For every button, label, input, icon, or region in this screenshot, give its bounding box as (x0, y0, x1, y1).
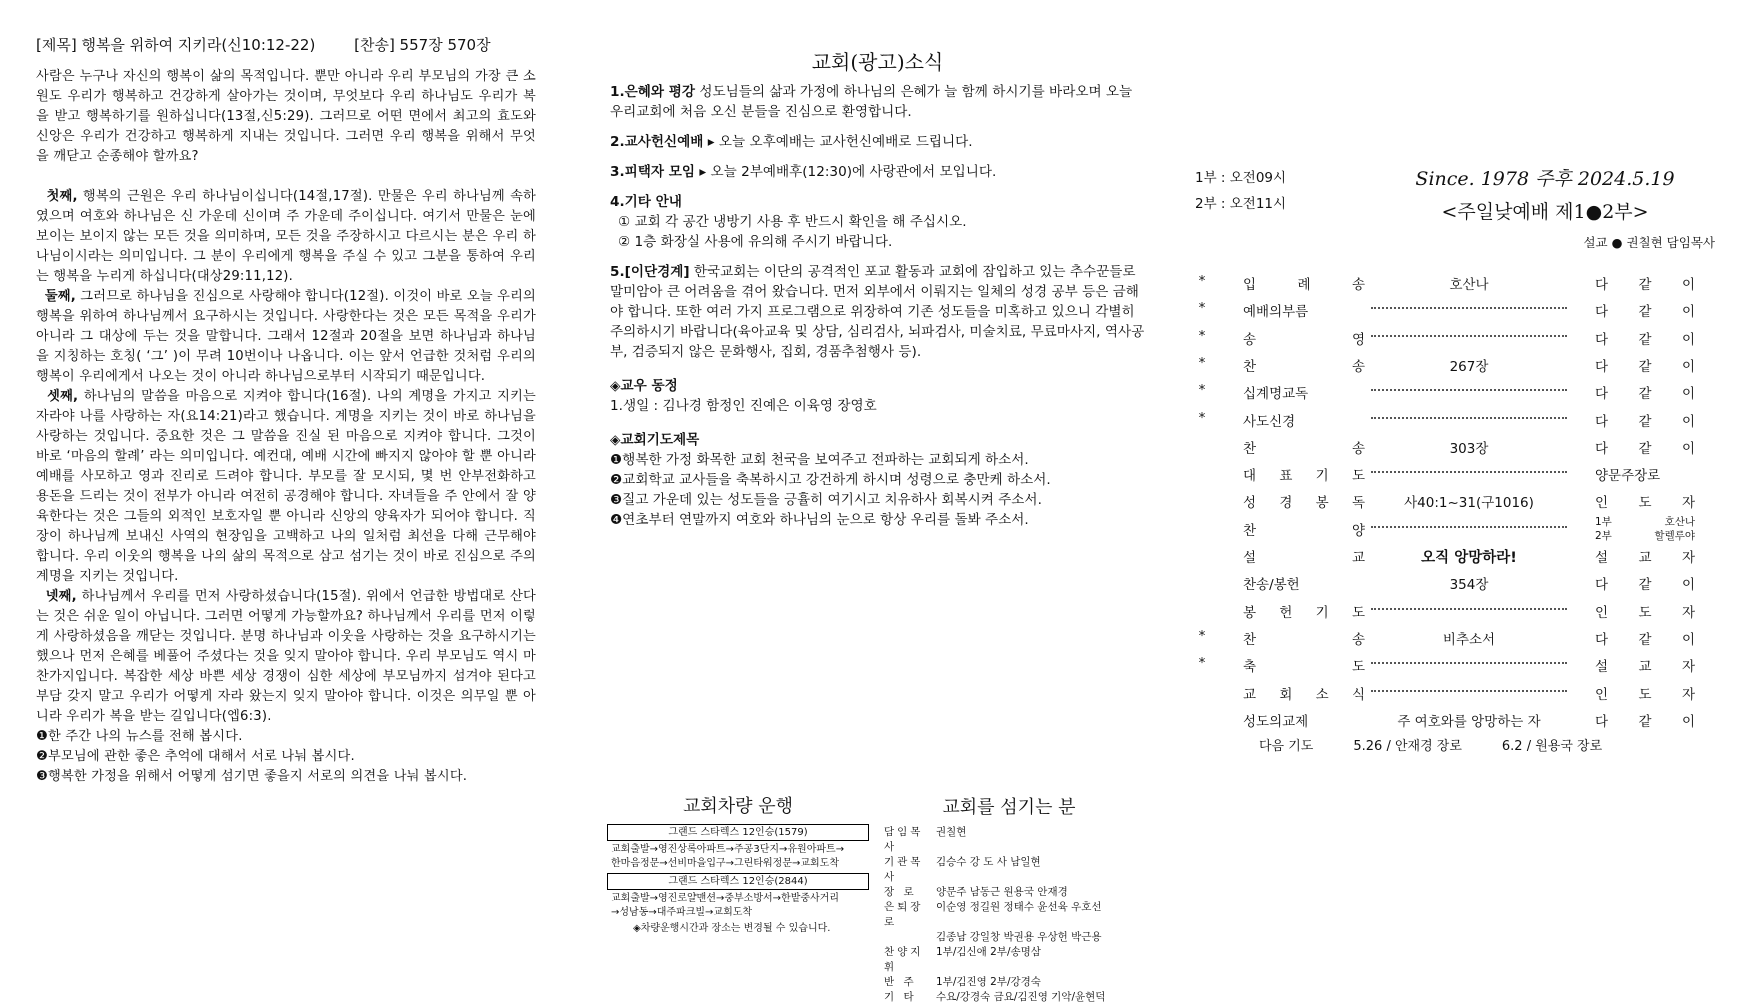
order-item-leader: 다 같 이 (1595, 440, 1695, 457)
server-row: 담임목사 권칠현 (884, 826, 967, 853)
order-item-leader: 인 도 자 (1595, 604, 1695, 621)
prayer-topic: ❹연초부터 연말까지 여호와 하나님의 눈으로 항상 우리를 돌봐 주소서. (610, 512, 1029, 528)
sermon-paragraph: 첫째, 행복의 근원은 우리 하나님이십니다(14절,17절). 만물은 우리 하나님께 속하였으며 여호와 하나님은 신 가운데 신이며 주 가운데 주이십니다. 여기서 만물은 눈에 보이는 보이지 않는 모든 것을 의미하며, 모든 것을 주장하시고 다르시는 분은 우리 하나님이시라는 의미입니다. 그 분이 우리에게 행복을 주실 수 있고 그분을 통하여 우리는 행복을 누리게 하십니다(대상29:11,12). (36, 189, 536, 284)
server-row: 찬양지휘 1부/김신애 2부/송명삼 (884, 946, 1041, 973)
prayer-topics-title: ◈교회기도제목 (610, 432, 700, 448)
news-item: 3.피택자 모임 ▸ 오늘 2부예배후(12:30)에 사랑관에서 모입니다. (610, 164, 997, 180)
order-item-leader: 설 교 자 (1595, 659, 1695, 676)
discussion-question: ❷부모님에 관한 좋은 추억에 대해서 서로 나눠 봅시다. (36, 749, 355, 764)
discussion-question: ❶한 주간 나의 뉴스를 전해 봅시다. (36, 729, 243, 744)
dotted-leader (1371, 661, 1567, 664)
worship-order-row (1195, 655, 1715, 685)
order-item-leader: 인 도 자 (1595, 495, 1695, 512)
order-item-name: 성 경 봉 독 (1243, 495, 1365, 512)
order-item-content: 오직 앙망하라! (1421, 550, 1517, 566)
preacher: 설교 ● 권칠현 담임목사 (1583, 235, 1715, 250)
worship-order-row (1195, 273, 1715, 303)
members-news-text: 1.생일 : 김나경 함정인 진예은 이육영 장영호 (610, 398, 877, 414)
order-item-name: 입 례 송 (1243, 277, 1365, 293)
discussion-question: ❸행복한 가정을 위해서 어떻게 섬기면 좋을지 서로의 의견을 나눠 봅시다. (36, 769, 468, 784)
order-item-leader: 다 같 이 (1595, 358, 1695, 375)
order-item-name: 대 표 기 도 (1243, 468, 1365, 485)
standing-mark: * (1198, 409, 1206, 426)
order-item-content: 비추소서 (1442, 631, 1496, 648)
service-title: <주일낮예배 제1●2부> (1441, 201, 1649, 223)
servers-title: 교회를 섬기는 분 (942, 797, 1076, 818)
church-news-section (610, 52, 1145, 530)
worship-order-row (1195, 437, 1715, 467)
order-item-name: 십계명교독 (1243, 386, 1309, 403)
server-row: 반 주 1부/김진영 2부/강경숙 (884, 976, 1041, 988)
worship-order-row (1195, 515, 1715, 549)
order-item-name: 성도의교제 (1243, 713, 1309, 730)
since-date: Since. 1978 주후 2024.5.19 (1415, 168, 1675, 190)
order-item-leader: 다 같 이 (1595, 386, 1695, 403)
service-times: 1부 : 오전09시 2부 : 오전11시 (1195, 170, 1287, 212)
order-item-name: 교 회 소 식 (1243, 686, 1365, 703)
order-item-content: 사40:1~31(구1016) (1404, 495, 1534, 512)
order-item-leader: 설 교 자 (1595, 550, 1695, 566)
order-item-leader: 인 도 자 (1595, 686, 1695, 703)
standing-mark: * (1198, 273, 1206, 289)
order-item-leader: 다 같 이 (1595, 304, 1695, 321)
order-item-leader: 양문주장로 (1595, 468, 1661, 485)
news-item: 2.교사헌신예배 ▸ 오늘 오후예배는 교사헌신예배로 드립니다. (610, 134, 973, 150)
worship-order-row (1195, 683, 1715, 713)
standing-mark: * (1198, 627, 1206, 644)
server-row: 은퇴장로 이순영 정길원 정태수 윤선육 우호선 (884, 901, 1102, 928)
bus-title: 그랜드 스타렉스 12인승(2844) (607, 873, 869, 890)
next-prayer: 다음 기도 5.26 / 안재경 장로 6.2 / 원용국 장로 (1259, 739, 1603, 754)
order-item-leader: 다 같 이 (1595, 277, 1695, 293)
order-item-content: 354장 (1449, 577, 1489, 594)
news-item-etc: 4.기타 안내 ① 교회 각 공간 냉방기 사용 후 반드시 확인을 해 주십시오. ② 1층 화장실 사용에 유의해 주시기 바랍니다. (610, 194, 967, 250)
prayer-topic: ❸질고 가운데 있는 성도들을 긍휼히 여기시고 치유하사 회복시켜 주소서. (610, 492, 1042, 508)
news-title: 교회(광고)소식 (811, 50, 944, 74)
sermon-paragraph: 넷째, 하나님께서 우리를 먼저 사랑하셨습니다(15절). 위에서 언급한 방법대로 산다는 것은 쉬운 일이 아닙니다. 그러면 어떻게 가능할까요? 하나님께서 우리를 먼저 이렇게 사랑하셨음을 깨닫는 것입니다. 분명 하나님과 이웃을 사랑하는 것을 요구하시기는 했으나 먼저 은혜를 베풀어 주셨다는 것을 잊지 말아야 합니다. 우리 부모님도 역시 마찬가지입니다. 복잡한 세상 바쁜 세상 경쟁이 심한 세상에 부모님까지 섬겨야 된다고 부담 갖지 말고 우리가 어떻게 자라 왔는지 잊지 말아야 합니다. 이것은 의무일 뿐 아니라 우리가 복을 받는 길입니다(엡6:3). (36, 589, 536, 724)
order-item-name: 봉 헌 기 도 (1243, 604, 1365, 621)
bus-title: 그랜드 스타렉스 12인승(1579) (607, 824, 869, 841)
server-row: 장 로 양문주 남동근 원용국 안재경 (884, 886, 1068, 898)
sermon-section (36, 34, 536, 787)
sermon-title: [제목] 행복을 위하여 지키라(신10:12-22) (36, 36, 316, 54)
dotted-leader (1371, 525, 1567, 528)
order-item-name: 설 교 (1243, 550, 1365, 566)
vehicle-title: 교회차량 운행 (682, 796, 794, 817)
order-item-name: 송 영 (1243, 331, 1365, 348)
sermon-hymns: [찬송] 557장 570장 (354, 36, 491, 54)
standing-mark: * (1198, 327, 1206, 344)
order-item-name: 사도신경 (1243, 413, 1296, 430)
dotted-leader (1371, 470, 1567, 473)
worship-order-row (1195, 328, 1715, 358)
members-news-title: ◈교우 동정 (610, 378, 678, 394)
bus-route: →성남동→대주파크빌→교회도착 (611, 907, 753, 918)
dotted-leader (1371, 388, 1567, 391)
worship-order-row (1195, 601, 1715, 631)
sermon-paragraph: 셋째, 하나님의 말씀을 마음으로 지켜야 합니다(16절). 나의 계명을 가지고 지키는 자라야 나를 사랑하는 자(요14:21)라고 했습니다. 계명을 지키는 것이 바로 하나님을 사랑하는 것입니다. 중요한 것은 그 말씀을 진실 된 마음으로 지켜야 합니다. 그것이 바로 ‘마음의 할례’ 라는 의미입니다. 예컨대, 예배 시간에 빠지지 않아야 할 뿐 아니라 예배를 사모하고 영과 진리로 드려야 합니다. 부모를 잘 모시되, 몇 번 안부전화하고 용돈을 드리는 것이 전부가 아니라 여전히 공경해야 합니다. 자녀들을 주 안에서 잘 양육한다는 것은 그들의 외적인 보호자일 뿐 아니라 신앙의 양육자가 되어야 합니다. 직장이 하나님께 보내신 사역의 현장임을 고백하고 나의 일처럼 최선을 다해 근무해야 합니다. 우리 이웃의 행복을 나의 삶의 목적으로 삼고 섬기는 것이 바로 진심으로 주의 계명을 지키는 것입니다. (36, 389, 536, 584)
dotted-leader (1371, 306, 1567, 309)
server-row: 기관목사 김승수 강 도 사 남일현 (884, 856, 1041, 883)
dotted-leader (1371, 334, 1567, 337)
order-item-name: 축 도 (1243, 659, 1365, 676)
church-servers-section (884, 797, 1134, 1005)
order-item-leader: 다 같 이 (1595, 713, 1695, 730)
bus-route: 교회출발→영진로얄맨션→중부소방서→한밭중사거리 (611, 893, 839, 904)
sermon-paragraph: 둘째, 그러므로 하나님을 진심으로 사랑해야 합니다(12절). 이것이 바로 오늘 우리의 행복을 위하여 하나님께서 요구하시는 것입니다. 사랑한다는 것은 모든 목적을 우리가 아니라 그 대상에 두는 것을 말합니다. 그래서 12절과 20절을 보면 하나님과 하나님을 지칭하는 호칭( ‘그’ )이 무려 10번이나 나옵니다. 이는 앞서 언급한 것처럼 우리의 행복이 우리에게서 나오는 것이 아니라 하나님으로부터 시작되기 때문입니다. (36, 289, 536, 384)
order-item-name: 찬 송 (1243, 631, 1365, 648)
server-row: 김종남 강일창 박권용 우상헌 박근용 (936, 931, 1102, 943)
worship-order-row (1195, 382, 1715, 412)
bus-note: ◈차량운행시간과 장소는 변경될 수 있습니다. (633, 923, 831, 934)
sermon-header (36, 34, 536, 55)
order-item-leader: 다 같 이 (1595, 631, 1695, 648)
church-vehicle-section (607, 796, 869, 936)
worship-order-row (1195, 546, 1715, 576)
worship-order-row (1195, 300, 1715, 330)
worship-order-row (1195, 628, 1715, 658)
standing-mark: * (1198, 300, 1206, 317)
standing-mark: * (1198, 354, 1206, 371)
dotted-leader (1371, 689, 1567, 692)
prayer-topic: ❶행복한 가정 화목한 교회 천국을 보여주고 전파하는 교회되게 하소서. (610, 452, 1029, 468)
standing-mark: * (1198, 382, 1206, 399)
order-item-name: 찬송/봉헌 (1243, 577, 1300, 594)
order-item-leader: 다 같 이 (1595, 577, 1695, 594)
order-item-name: 찬 송 (1243, 440, 1365, 457)
standing-mark: * (1198, 655, 1206, 672)
order-item-content: 호산나 (1449, 277, 1489, 293)
order-item-name: 찬 양 (1243, 522, 1365, 539)
sermon-body (36, 67, 536, 787)
order-item-content: 주 여호와를 앙망하는 자 (1397, 713, 1541, 730)
order-item-leader: 다 같 이 (1595, 413, 1695, 430)
dotted-leader (1371, 607, 1567, 610)
order-item-name: 찬 송 (1243, 358, 1365, 375)
prayer-topic: ❷교회학교 교사들을 축복하시고 강건하게 하시며 성령으로 충만케 하소서. (610, 472, 1051, 488)
sermon-paragraph: 사람은 누구나 자신의 행복이 삶의 목적입니다. 뿐만 아니라 우리 부모님의 가장 큰 소원도 우리가 행복하고 건강하게 살아가는 것이며, 무엇보다 우리 하나님도 우리가 복을 받고 행복하기를 원하십니다(13절,신5:29). 그러므로 어떤 면에서 최고의 효도와 신앙은 우리가 건강하고 행복하게 지내는 것입니다. 그러면 우리 행복을 위해서 무엇을 깨닫고 순종해야 할까요? (36, 69, 536, 164)
worship-order-row (1195, 410, 1715, 440)
bus-route: 한마음정문→선비마을입구→그린타워정문→교회도착 (611, 858, 839, 869)
worship-order-row (1195, 573, 1715, 603)
bus-route: 교회출발→영진상록아파트→주공3단지→유원아파트→ (611, 844, 845, 855)
worship-order-row (1195, 355, 1715, 385)
worship-order-row (1195, 464, 1715, 494)
server-row: 기 타 수요/강경숙 금요/김진영 기악/윤현덕 (884, 991, 1106, 1003)
order-item-name: 예배의부름 (1243, 304, 1309, 321)
order-item-leader: 1부 호산나 2부 할렐루야 (1595, 515, 1695, 542)
order-item-content: 267장 (1449, 358, 1489, 375)
order-item-leader: 다 같 이 (1595, 331, 1695, 348)
news-item-heresy: 5.[이단경계] 한국교회는 이단의 공격적인 포교 활동과 교회에 잠입하고 있는 추수꾼들로 말미암아 큰 어려움을 겪어 왔습니다. 먼저 외부에서 이뤄지는 일체의 성경 공부 등은 금해야 합니다. 또한 여러 가지 프로그램으로 위장하여 기존 성도들을 미혹하고 있으니 각별히 주의하시기 바랍니다(육아교육 및 상담, 심리검사, 뇌파검사, 미술치료, 무료마사지, 역사공부, 검증되지 않은 문화행사, 집회, 경품추첨행사 등). (610, 264, 1145, 360)
order-item-content: 303장 (1449, 440, 1489, 457)
news-item: 1.은혜와 평강 성도님들의 삶과 가정에 하나님의 은혜가 늘 함께 하시기를 바라오며 오늘 우리교회에 처음 오신 분들을 진심으로 환영합니다. (610, 84, 1133, 120)
dotted-leader (1371, 416, 1567, 419)
